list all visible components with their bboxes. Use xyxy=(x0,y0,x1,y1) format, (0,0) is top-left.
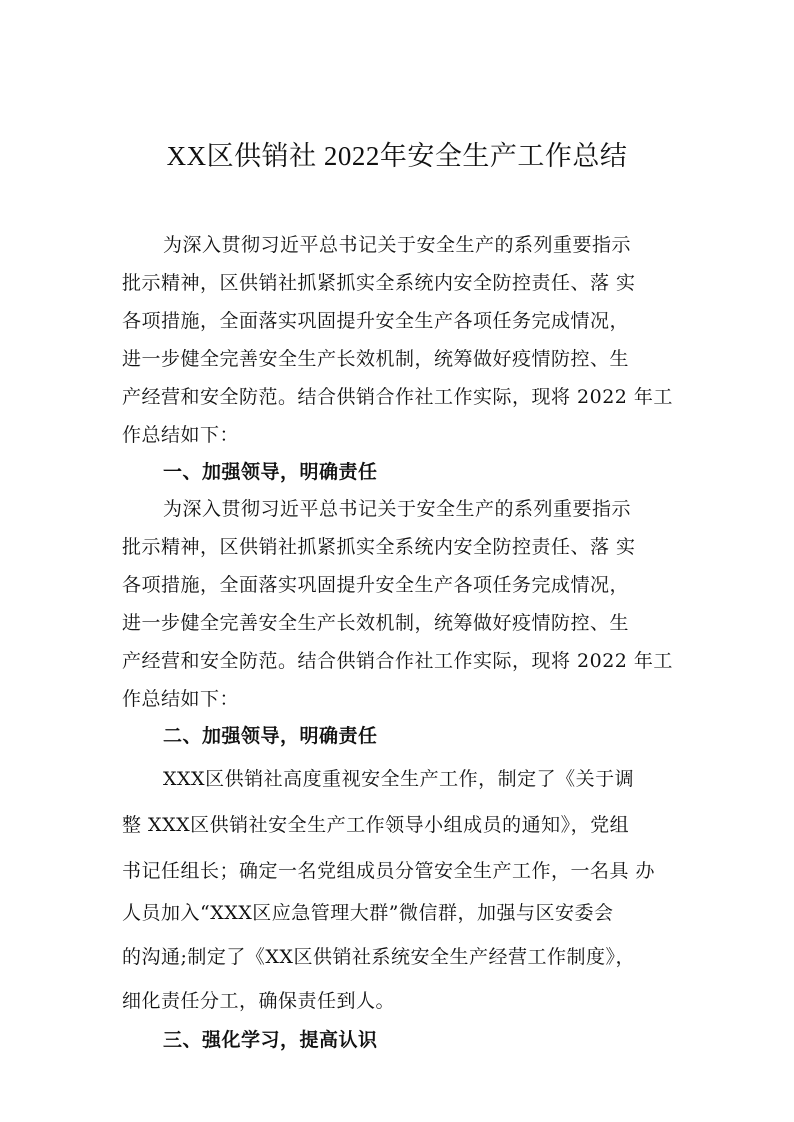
section1-line-3: 各项措施，全面落实巩固提升安全生产各项任务完成情况， xyxy=(122,574,630,596)
section2-line-1: XXX区供销社高度重视安全生产工作，制定了《关于调 xyxy=(163,768,635,790)
section-heading-3: 三、强化学习，提高认识 xyxy=(163,1029,378,1051)
section2-line-4: 人员加入“XXX区应急管理大群”微信群，加强与区安委会 xyxy=(122,902,614,924)
intro-line-1: 为深入贯彻习近平总书记关于安全生产的系列重要指示 xyxy=(163,234,632,256)
section1-line-6: 作总结如下： xyxy=(122,688,240,710)
section1-line-4: 进一步健全完善安全生产长效机制，统筹做好疫情防控、生 xyxy=(122,612,630,634)
section2-line-3: 书记任组长；确定一名党组成员分管安全生产工作，一名具 办 xyxy=(122,860,656,882)
document-title: XX区供销社 2022年安全生产工作总结 xyxy=(166,141,628,171)
intro-line-4: 进一步健全完善安全生产长效机制，统筹做好疫情防控、生 xyxy=(122,348,630,370)
section2-line-2: 整 XXX区供销社安全生产工作领导小组成员的通知》，党组 xyxy=(122,814,630,836)
section1-line-2: 批示精神，区供销社抓紧抓实全系统内安全防控责任、落 实 xyxy=(122,536,636,558)
section2-line-6: 细化责任分工，确保责任到人。 xyxy=(122,990,396,1012)
intro-line-3: 各项措施，全面落实巩固提升安全生产各项任务完成情况， xyxy=(122,310,630,332)
section1-line-5: 产经营和安全防范。结合供销合作社工作实际，现将 2022 年工 xyxy=(122,650,673,672)
section-heading-1: 一、加强领导，明确责任 xyxy=(163,461,378,483)
section-heading-2: 二、加强领导，明确责任 xyxy=(163,725,378,747)
intro-line-2: 批示精神，区供销社抓紧抓实全系统内安全防控责任、落 实 xyxy=(122,272,636,294)
section2-line-5: 的沟通;制定了《XX区供销社系统安全生产经营工作制度》， xyxy=(122,946,635,968)
section1-line-1: 为深入贯彻习近平总书记关于安全生产的系列重要指示 xyxy=(163,498,632,520)
intro-line-6: 作总结如下： xyxy=(122,424,240,446)
intro-line-5: 产经营和安全防范。结合供销合作社工作实际，现将 2022 年工 xyxy=(122,386,673,408)
